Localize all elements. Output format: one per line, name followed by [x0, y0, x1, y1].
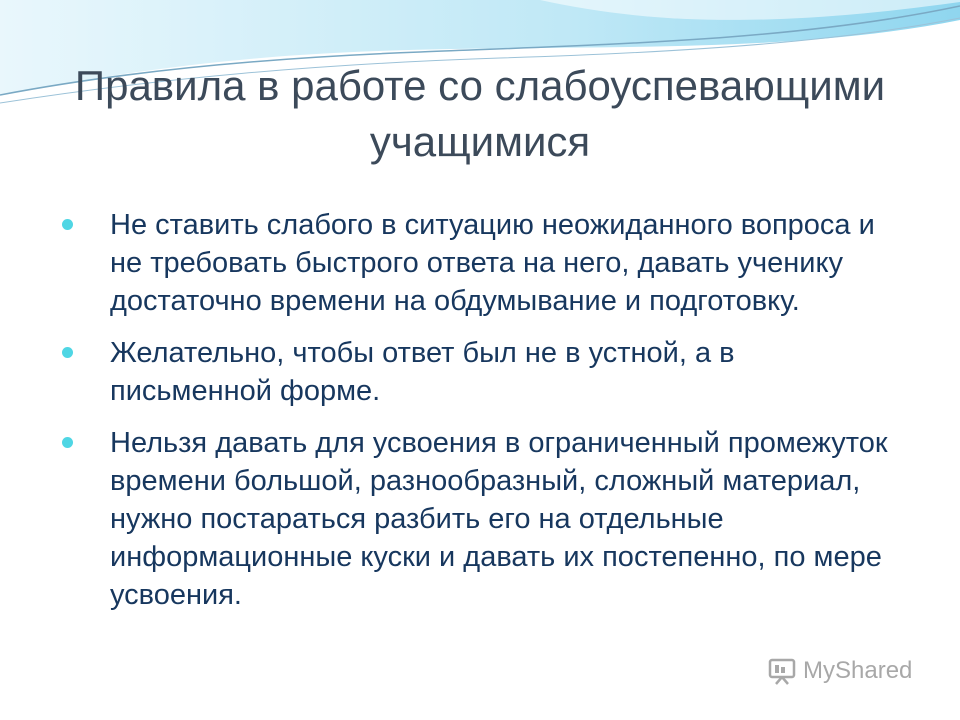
watermark-logo	[767, 656, 912, 686]
bullet-dot-icon	[62, 347, 73, 358]
bullet-dot-icon	[62, 437, 73, 448]
bullet-item	[60, 334, 900, 410]
bullet-dot-icon	[62, 219, 73, 230]
bullet-item	[60, 424, 900, 614]
bullet-text: Не ставить слабого в ситуацию неожиданного вопроса и не требовать быстрого ответа на него, давать ученику достаточно времени на обдумывание и подготовку.	[110, 209, 875, 317]
bullet-list	[60, 206, 900, 628]
slide-title: Правила в работе со слабоуспевающими учащимися	[74, 62, 886, 165]
bullet-text: Нельзя давать для усвоения в ограниченный промежуток времени большой, разнообразный, сложный материал, нужно постараться разбить его на отдельные информационные куски и давать их постепенно, по мере усвоения.	[110, 427, 888, 611]
watermark-text: MyShared	[803, 657, 913, 684]
presentation-icon	[767, 656, 797, 686]
bullet-text: Желательно, чтобы ответ был не в устной, а в письменной форме.	[110, 337, 735, 407]
bullet-item	[60, 206, 900, 320]
